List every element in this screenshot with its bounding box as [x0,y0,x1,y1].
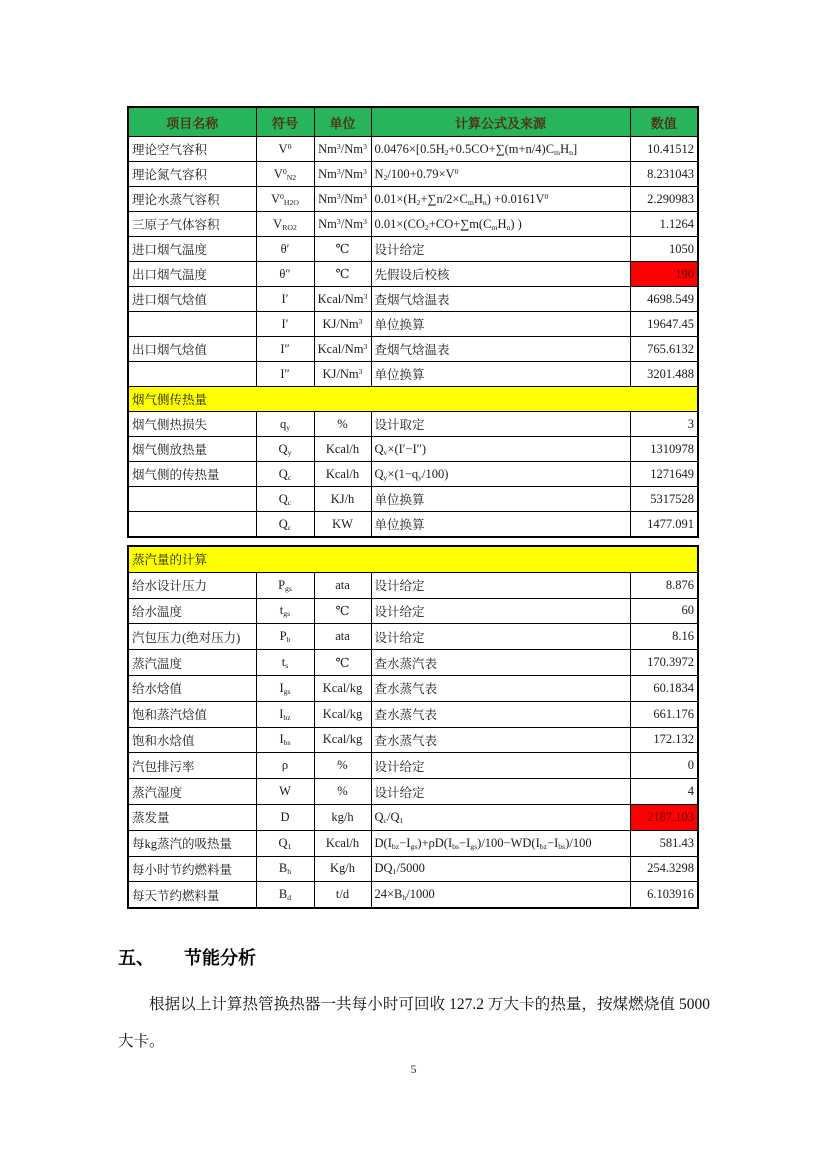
symbol-cell: $V^0$ [256,137,314,162]
table-row [128,701,698,727]
formula-cell: 设计给定 [371,237,630,262]
item-name-cell: 每天节约燃料量 [128,882,256,908]
item-name-cell: 进口烟气焓值 [128,287,256,312]
value-cell: 1.1264 [630,212,698,237]
formula-cell: $Q_c/Q_1$ [371,804,630,830]
formula-cell: 设计取定 [371,412,630,437]
value-cell: 60 [630,598,698,624]
value-cell: 190 [630,262,698,287]
symbol-cell: I′ [256,312,314,337]
formula-cell: $DQ_1/5000$ [371,856,630,882]
value-cell: 661.176 [630,701,698,727]
table-row [128,882,698,908]
unit-cell: kg/h [314,804,371,830]
symbol-cell: I′ [256,287,314,312]
table-row [128,212,698,237]
formula-cell: 设计给定 [371,572,630,598]
value-cell: 172.132 [630,727,698,753]
unit-cell: KW [314,512,371,538]
item-name-cell: 给水焓值 [128,675,256,701]
table-row [128,753,698,779]
symbol-cell: $B_d$ [256,882,314,908]
item-name-cell: 蒸汽湿度 [128,779,256,805]
symbol-cell: $Q_c$ [256,512,314,538]
unit-cell: Kcal/kg [314,675,371,701]
unit-cell: Kcal/Nm$^3$ [314,287,371,312]
table-row [128,572,698,598]
unit-cell: KJ/Nm$^3$ [314,362,371,387]
value-cell: 19647.45 [630,312,698,337]
item-name-cell: 每小时节约燃料量 [128,856,256,882]
table-row [128,675,698,701]
table-row [128,624,698,650]
section-heading-number: 五、 [118,948,154,968]
symbol-cell: $Q_c$ [256,462,314,487]
symbol-cell: $I_{bz}$ [256,701,314,727]
value-cell: 3201.488 [630,362,698,387]
table-row [128,512,698,538]
unit-cell: Kcal/kg [314,701,371,727]
unit-cell: Nm$^3$/Nm$^3$ [314,212,371,237]
table-row [128,830,698,856]
table-row [128,462,698,487]
formula-cell: 设计给定 [371,779,630,805]
unit-cell: ℃ [314,598,371,624]
section-heading [118,944,256,970]
table-row [128,487,698,512]
item-name-cell: 给水设计压力 [128,572,256,598]
value-cell: 3 [630,412,698,437]
table-row [128,312,698,337]
item-name-cell: 蒸汽温度 [128,650,256,676]
item-name-cell: 理论水蒸气容积 [128,187,256,212]
table-row [128,412,698,437]
table-row [128,856,698,882]
symbol-cell: $t_{gs}$ [256,598,314,624]
item-name-cell [128,487,256,512]
value-cell: 170.3972 [630,650,698,676]
formula-cell: 查水蒸气表 [371,727,630,753]
table-row [128,804,698,830]
col-header-value: 数值 [630,107,698,137]
formula-cell: $0.0476\times[0.5H_2+0.5CO+\sum(m+n/4)C_mH_n]$ [371,137,630,162]
value-cell: 6.103916 [630,882,698,908]
formula-cell: $24\times B_h/1000$ [371,882,630,908]
value-cell: 1310978 [630,437,698,462]
value-cell: 5317528 [630,487,698,512]
item-name-cell [128,362,256,387]
formula-cell: 查水蒸气表 [371,701,630,727]
table-row [128,650,698,676]
item-name-cell: 给水温度 [128,598,256,624]
formula-cell: $Q_y\times(1-q_y/100)$ [371,462,630,487]
unit-cell: Kcal/h [314,830,371,856]
section-title-cell: 蒸汽量的计算 [128,546,698,572]
page-number: 5 [410,1062,417,1076]
item-name-cell: 烟气侧热损失 [128,412,256,437]
table-row [128,137,698,162]
unit-cell: Kg/h [314,856,371,882]
symbol-cell: $Q_1$ [256,830,314,856]
unit-cell: Nm$^3$/Nm$^3$ [314,137,371,162]
item-name-cell: 三原子气体容积 [128,212,256,237]
item-name-cell: 理论氮气容积 [128,162,256,187]
item-name-cell [128,312,256,337]
unit-cell: ata [314,624,371,650]
value-cell: 1050 [630,237,698,262]
symbol-cell: $q_y$ [256,412,314,437]
item-name-cell: 饱和水焓值 [128,727,256,753]
col-header-unit: 单位 [314,107,371,137]
item-name-cell: 每kg蒸汽的吸热量 [128,830,256,856]
symbol-cell: $B_h$ [256,856,314,882]
value-cell: 1477.091 [630,512,698,538]
analysis-paragraph: 根据以上计算热管换热器一共每小时可回收 127.2 万大卡的热量，按煤燃烧值 5000 大卡。 [118,996,710,1050]
table-row [128,262,698,287]
formula-cell: 单位换算 [371,312,630,337]
symbol-cell: $P_{gs}$ [256,572,314,598]
unit-cell: Nm$^3$/Nm$^3$ [314,187,371,212]
unit-cell: % [314,753,371,779]
value-cell: 0 [630,753,698,779]
unit-cell: ℃ [314,237,371,262]
formula-cell: 设计给定 [371,624,630,650]
formula-cell: 查烟气焓温表 [371,337,630,362]
formula-cell: 先假设后校核 [371,262,630,287]
unit-cell: ℃ [314,650,371,676]
symbol-cell: ρ [256,753,314,779]
formula-cell: $D(I_{bz}-I_{gs})+\rho D(I_{bs}-I_{gs})/100-WD(I_{bz}-I_{bs})/100$ [371,830,630,856]
unit-cell: % [314,779,371,805]
unit-cell: t/d [314,882,371,908]
value-cell: 4 [630,779,698,805]
value-cell: 4698.549 [630,287,698,312]
unit-cell: % [314,412,371,437]
section-row [128,387,698,412]
value-cell: 2187.103 [630,804,698,830]
table-row [128,337,698,362]
formula-cell: 设计给定 [371,598,630,624]
section-title-cell: 烟气侧传热量 [128,387,698,412]
item-name-cell: 烟气侧的传热量 [128,462,256,487]
item-name-cell: 理论空气容积 [128,137,256,162]
item-name-cell: 出口烟气温度 [128,262,256,287]
formula-cell: 单位换算 [371,512,630,538]
table-row [128,287,698,312]
symbol-cell: $t_s$ [256,650,314,676]
col-header-item-name: 项目名称 [128,107,256,137]
unit-cell: Nm$^3$/Nm$^3$ [314,162,371,187]
flue-gas-calculation-table [127,106,699,538]
value-cell: 254.3298 [630,856,698,882]
section-row [128,546,698,572]
steam-quantity-calculation-table [127,545,699,909]
table-row [128,237,698,262]
formula-cell: 查水蒸气表 [371,675,630,701]
symbol-cell: $V_{RO2}$ [256,212,314,237]
table-row [128,162,698,187]
value-cell: 1271649 [630,462,698,487]
unit-cell: Kcal/h [314,462,371,487]
symbol-cell: I″ [256,337,314,362]
value-cell: 581.43 [630,830,698,856]
unit-cell: Kcal/kg [314,727,371,753]
table-header-row [128,107,698,137]
table-row [128,187,698,212]
table-row [128,779,698,805]
table-header-row [128,107,698,137]
symbol-cell: $I_{gs}$ [256,675,314,701]
table-row [128,727,698,753]
symbol-cell: D [256,804,314,830]
value-cell: 765.6132 [630,337,698,362]
formula-cell: 查水蒸汽表 [371,650,630,676]
value-cell: 60.1834 [630,675,698,701]
value-cell: 8.231043 [630,162,698,187]
symbol-cell: $Q_y$ [256,437,314,462]
item-name-cell: 汽包排污率 [128,753,256,779]
symbol-cell: $P_b$ [256,624,314,650]
unit-cell: KJ/Nm$^3$ [314,312,371,337]
formula-cell: $N_2/100+0.79\times V^0$ [371,162,630,187]
unit-cell: Kcal/Nm$^3$ [314,337,371,362]
symbol-cell: I″ [256,362,314,387]
value-cell: 8.16 [630,624,698,650]
symbol-cell: $I_{bs}$ [256,727,314,753]
formula-cell: $0.01\times(H_2+\sum n/2\times C_mH_n) +0.0161V^0$ [371,187,630,212]
item-name-cell: 进口烟气温度 [128,237,256,262]
col-header-symbol: 符号 [256,107,314,137]
symbol-cell: θ″ [256,262,314,287]
symbol-cell: $V^0_{N2}$ [256,162,314,187]
value-cell: 10.41512 [630,137,698,162]
formula-cell: 单位换算 [371,487,630,512]
item-name-cell: 烟气侧放热量 [128,437,256,462]
symbol-cell: $V^0_{H2O}$ [256,187,314,212]
item-name-cell: 蒸发量 [128,804,256,830]
unit-cell: KJ/h [314,487,371,512]
table-row [128,437,698,462]
symbol-cell: θ′ [256,237,314,262]
table-row [128,598,698,624]
unit-cell: ℃ [314,262,371,287]
formula-cell: $Q_v\times(I'-I'')$ [371,437,630,462]
item-name-cell: 汽包压力(绝对压力) [128,624,256,650]
symbol-cell: $Q_c$ [256,487,314,512]
unit-cell: Kcal/h [314,437,371,462]
value-cell: 8.876 [630,572,698,598]
item-name-cell [128,512,256,538]
formula-cell: $0.01\times(CO_2+CO+\sum m(C_mH_n)$ ) [371,212,630,237]
formula-cell: 设计给定 [371,753,630,779]
section-heading-title: 节能分析 [184,948,256,968]
table-row [128,362,698,387]
symbol-cell: W [256,779,314,805]
unit-cell: ata [314,572,371,598]
value-cell: 2.290983 [630,187,698,212]
formula-cell: 查烟气焓温表 [371,287,630,312]
item-name-cell: 出口烟气焓值 [128,337,256,362]
formula-cell: 单位换算 [371,362,630,387]
col-header-formula: 计算公式及来源 [371,107,630,137]
item-name-cell: 饱和蒸汽焓值 [128,701,256,727]
